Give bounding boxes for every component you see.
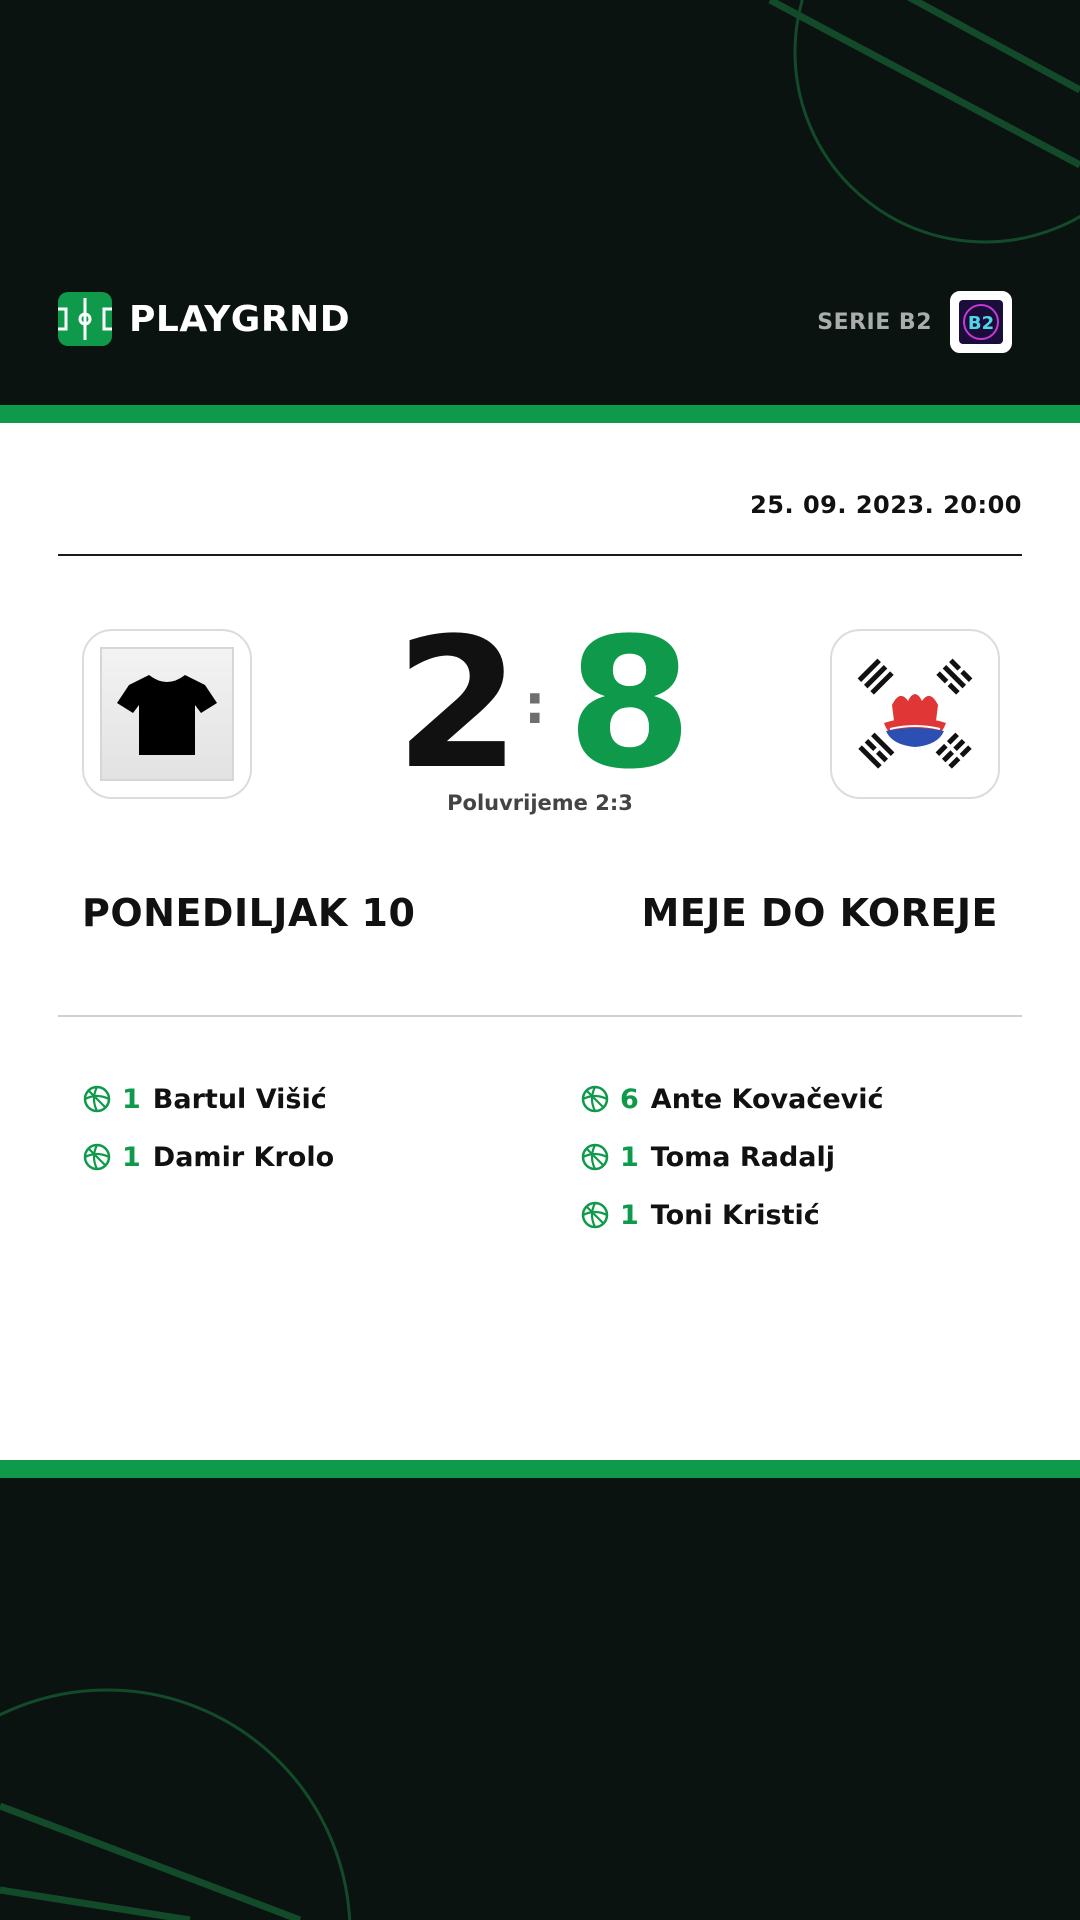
away-team-name: MEJE DO KOREJE xyxy=(641,891,998,935)
ball-icon xyxy=(82,1084,112,1114)
league-logo xyxy=(950,291,1012,353)
player-name: Ante Kovačević xyxy=(650,1083,884,1115)
divider xyxy=(58,554,1022,556)
ball-icon xyxy=(580,1142,610,1172)
goal-count: 1 xyxy=(620,1141,639,1173)
halftime-score: Poluvrijeme 2:3 xyxy=(447,791,633,815)
divider xyxy=(58,1015,1022,1017)
home-team-name: PONEDILJAK 10 xyxy=(82,891,416,935)
ball-icon xyxy=(82,1142,112,1172)
header xyxy=(0,0,1080,405)
list-item xyxy=(580,1186,884,1244)
home-score: 2 xyxy=(395,600,521,809)
match-card xyxy=(0,423,1080,1460)
player-name: Damir Krolo xyxy=(152,1141,335,1173)
player-name: Bartul Višić xyxy=(152,1083,327,1115)
list-item xyxy=(82,1070,334,1128)
list-item xyxy=(82,1128,334,1186)
league xyxy=(817,291,1012,353)
match-datetime: 25. 09. 2023. 20:00 xyxy=(750,491,1022,519)
list-item xyxy=(580,1128,884,1186)
away-scorers-list xyxy=(580,1070,884,1244)
pitch-lines-decoration xyxy=(0,1478,1080,1920)
home-team-logo xyxy=(82,629,252,799)
home-scorers-list xyxy=(82,1070,334,1186)
accent-bar-top xyxy=(0,405,1080,423)
shirt-icon xyxy=(100,647,234,781)
league-name: SERIE B2 xyxy=(817,309,932,335)
ball-icon xyxy=(580,1084,610,1114)
goal-count: 1 xyxy=(122,1083,141,1115)
brand-name: PLAYGRND xyxy=(129,298,351,340)
goal-count: 1 xyxy=(620,1199,639,1231)
ball-icon xyxy=(580,1200,610,1230)
goal-count: 6 xyxy=(620,1083,639,1115)
away-team-logo xyxy=(830,629,1000,799)
pitch-icon xyxy=(58,292,112,346)
accent-bar-bottom xyxy=(0,1460,1080,1478)
score-separator: : xyxy=(524,673,546,736)
goal-count: 1 xyxy=(122,1141,141,1173)
footer xyxy=(0,1478,1080,1920)
list-item xyxy=(580,1070,884,1128)
brand xyxy=(58,291,350,347)
player-name: Toni Kristić xyxy=(650,1199,820,1231)
player-name: Toma Radalj xyxy=(650,1141,835,1173)
league-logo-text: B2 xyxy=(967,313,995,334)
away-score: 8 xyxy=(567,600,693,809)
korean-flag-crest-icon xyxy=(850,649,980,779)
